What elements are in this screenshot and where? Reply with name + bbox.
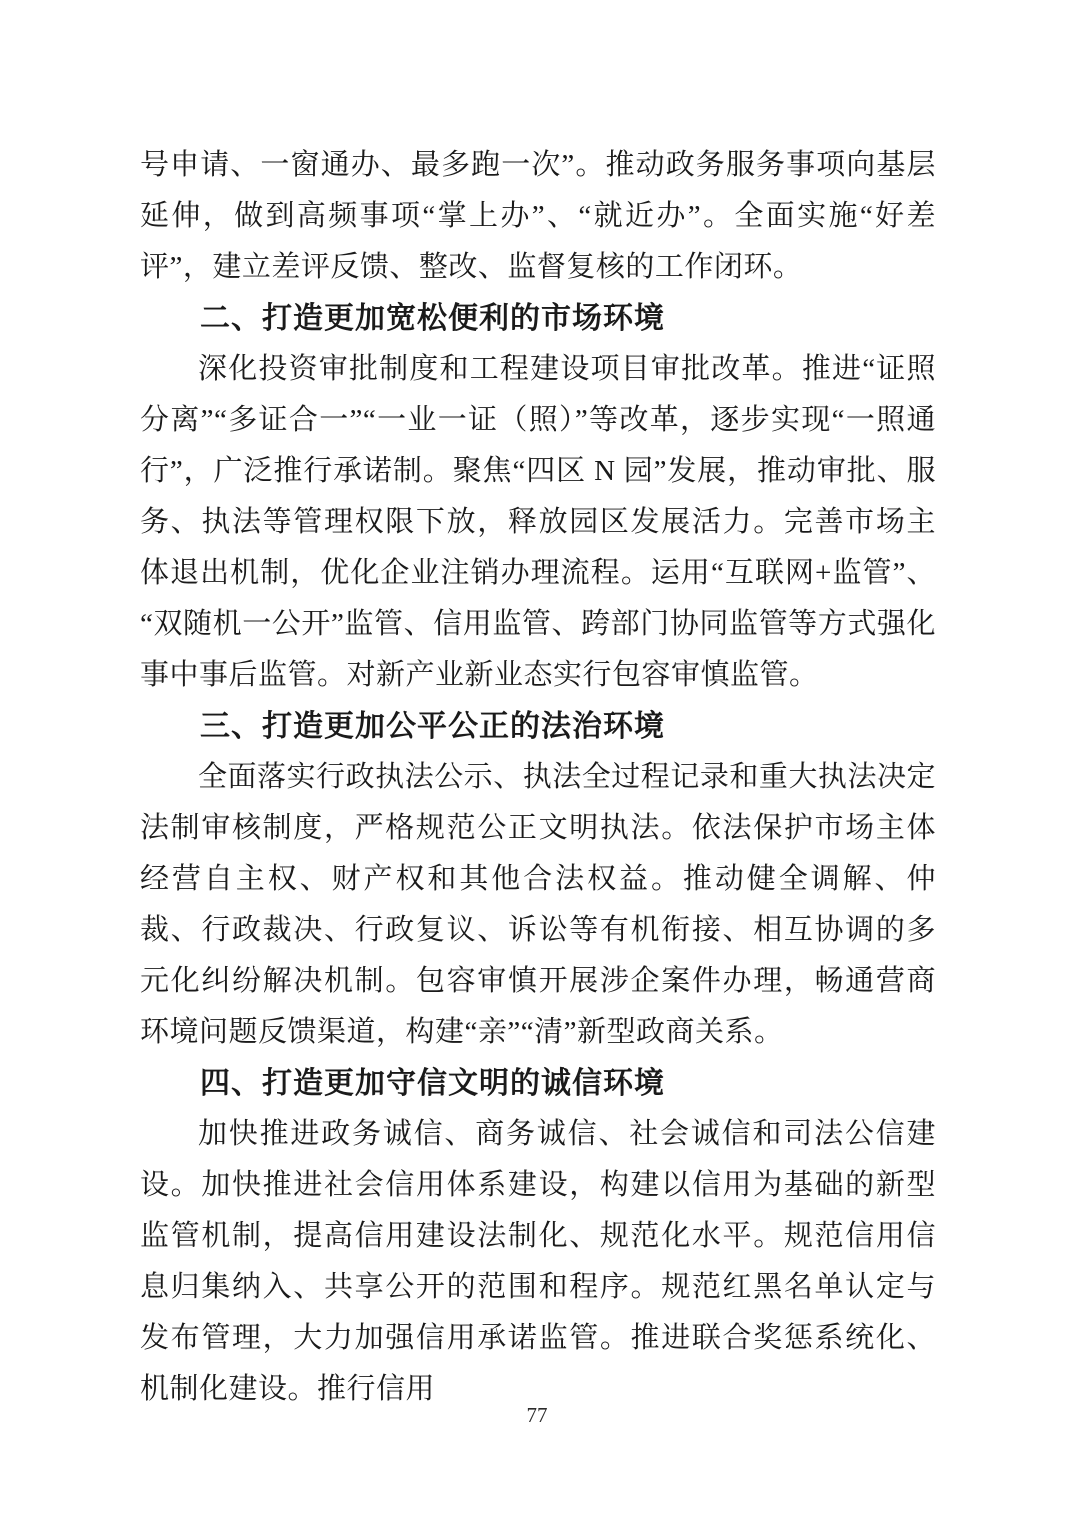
- section-heading-3: 三、打造更加公平公正的法治环境: [200, 710, 665, 743]
- paragraph-section-3-legal-environment: 全面落实行政执法公示、执法全过程记录和重大执法决定法制审核制度，严格规范公正文明执法。依法保护市场主体经营自主权、财产权和其他合法权益。推动健全调解、仲裁、行政裁决、行政复议、诉讼等有机衔接、相互协调的多元化纠纷解决机制。包容审慎开展涉企案件办理，畅通营商环境问题反馈渠道，构建“亲”“清”新型政商关系。: [140, 761, 936, 1048]
- paragraph-section-2-market-environment: 深化投资审批制度和工程建设项目审批改革。推进“证照分离”“多证合一”“一业一证（照）”等改革，逐步实现“一照通行”，广泛推行承诺制。聚焦“四区 N 园”发展，推动审批、服务、执法等管理权限下放，释放园区发展活力。完善市场主体退出机制，优化企业注销办理流程。运用“互联网+监管”、“双随机一公开”监管、信用监管、跨部门协同监管等方式强化事中事后监管。对新产业新业态实行包容审慎监管。: [140, 353, 936, 691]
- section-heading-2: 二、打造更加宽松便利的市场环境: [200, 302, 665, 335]
- document-content: [140, 140, 936, 1415]
- paragraph-continued-from-previous-page: 号申请、一窗通办、最多跑一次”。推动政务服务事项向基层延伸，做到高频事项“掌上办”、“就近办”。全面实施“好差评”，建立差评反馈、整改、监督复核的工作闭环。: [140, 149, 936, 283]
- page-number: 77: [526, 1403, 548, 1427]
- section-heading-4: 四、打造更加守信文明的诚信环境: [200, 1067, 665, 1100]
- paragraph-section-4-credit-environment: 加快推进政务诚信、商务诚信、社会诚信和司法公信建设。加快推进社会信用体系建设，构建以信用为基础的新型监管机制，提高信用建设法制化、规范化水平。规范信用信息归集纳入、共享公开的范围和程序。规范红黑名单认定与发布管理，大力加强信用承诺监管。推进联合奖惩系统化、机制化建设。推行信用: [140, 1118, 936, 1405]
